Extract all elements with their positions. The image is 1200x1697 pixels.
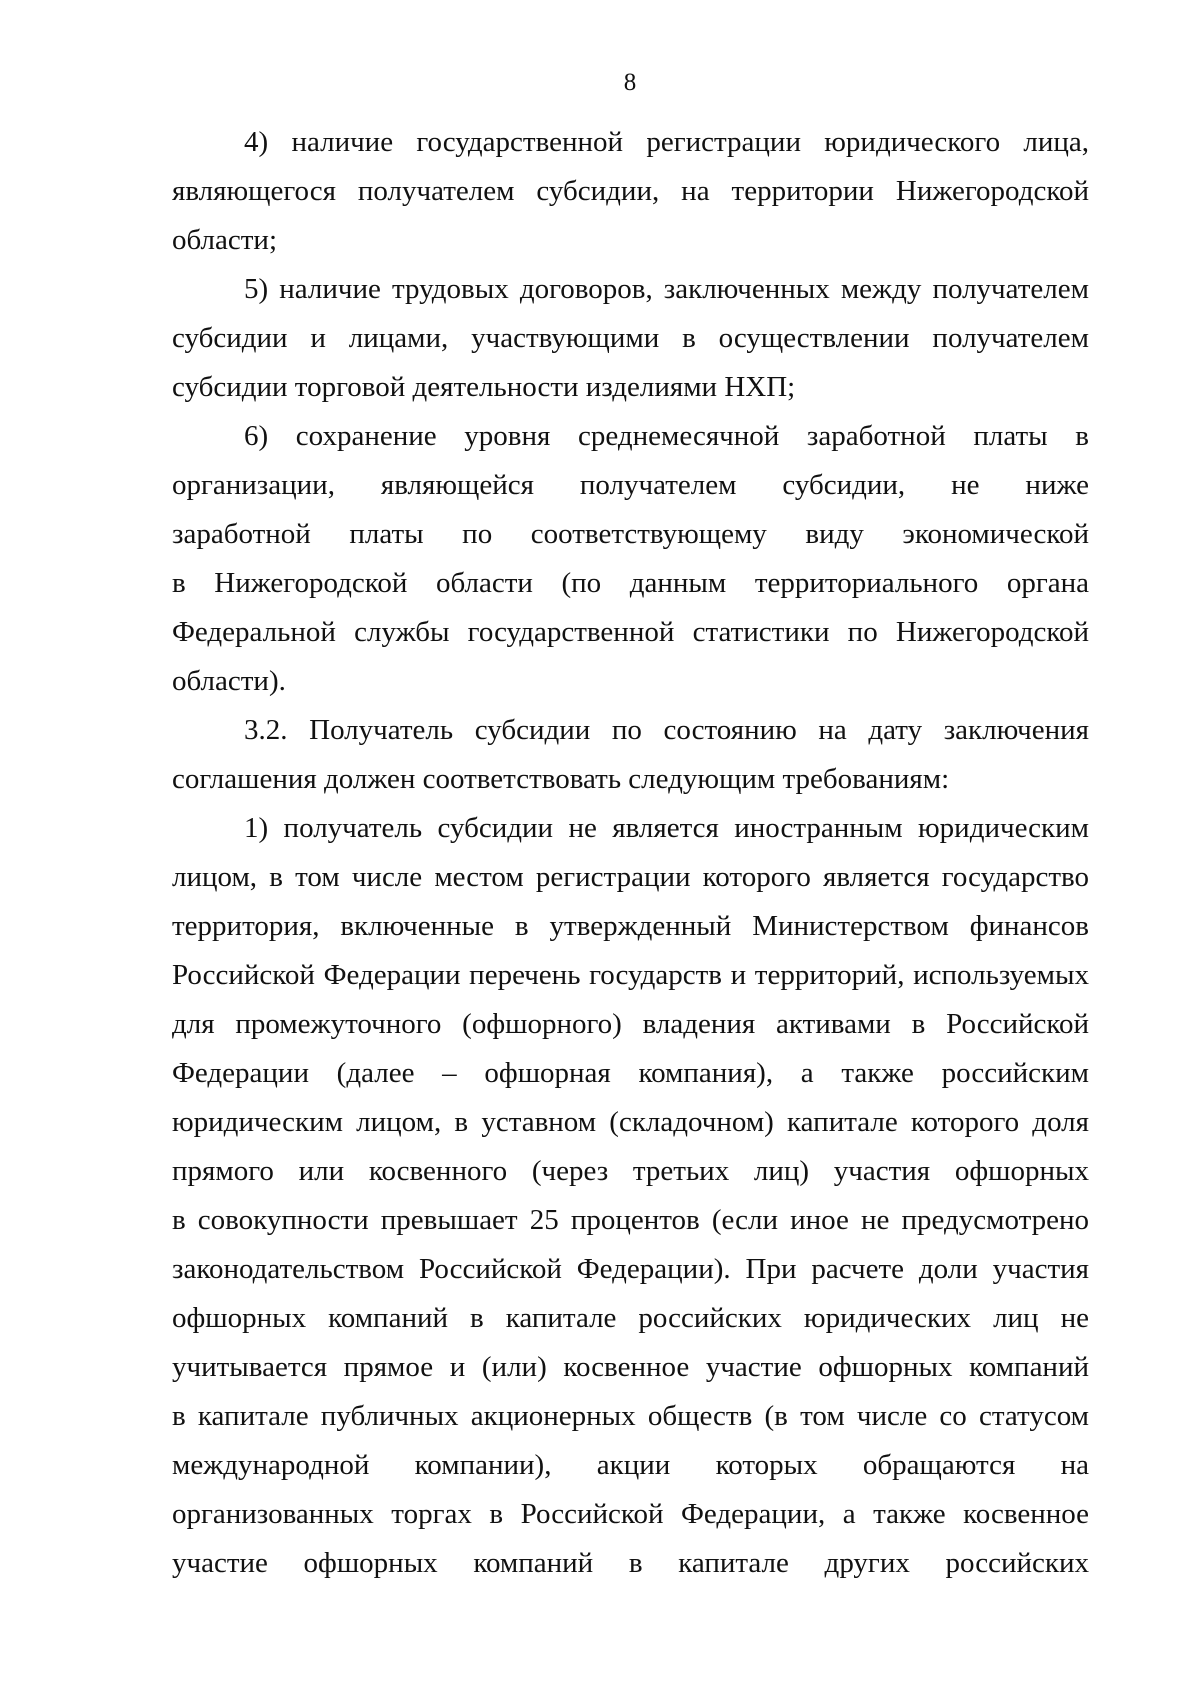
document-body [172, 118, 1089, 1588]
paragraph-section-3-2 [172, 706, 1089, 804]
paragraph-item-4 [172, 118, 1089, 265]
text-line: законодательством Российской Федерации). При расчете доли участия [172, 1253, 1089, 1285]
text-line: заработной платы по соответствующему виду экономической [172, 518, 1089, 550]
text-line: юридическим лицом, в уставном (складочном) капитале которого доля [172, 1106, 1089, 1138]
text-line: области). [172, 665, 286, 697]
text-line: 6) сохранение уровня среднемесячной заработной платы в [244, 420, 1089, 452]
text-line: субсидии торговой деятельности изделиями НХП; [172, 371, 796, 403]
text-line: являющегося получателем субсидии, на территории Нижегородской [172, 175, 1089, 207]
text-line: в капитале публичных акционерных обществ (в том числе со статусом [172, 1400, 1089, 1432]
text-line: организованных торгах в Российской Федерации, а также косвенное [172, 1498, 1089, 1530]
text-line: в Нижегородской области (по данным территориального органа [172, 567, 1089, 599]
text-line: Федеральной службы государственной статистики по Нижегородской [172, 616, 1089, 648]
text-line: 1) получатель субсидии не является иностранным юридическим [244, 812, 1089, 844]
text-line: 5) наличие трудовых договоров, заключенных между получателем [244, 273, 1089, 305]
text-line: прямого или косвенного (через третьих лиц) участия офшорных [172, 1155, 1089, 1187]
paragraph-item-6 [172, 412, 1089, 706]
paragraph-item-1 [172, 804, 1089, 1588]
text-line: учитывается прямое и (или) косвенное участие офшорных компаний [172, 1351, 1089, 1383]
text-line: субсидии и лицами, участвующими в осуществлении получателем [172, 322, 1089, 354]
text-line: международной компании), акции которых обращаются на [172, 1449, 1089, 1481]
text-line: организации, являющейся получателем субсидии, не ниже [172, 469, 1089, 501]
text-line: территория, включенные в утвержденный Министерством финансов [172, 910, 1089, 942]
text-line: Российской Федерации перечень государств и территорий, используемых [172, 959, 1089, 991]
paragraph-item-5 [172, 265, 1089, 412]
text-line: соглашения должен соответствовать следующим требованиям: [172, 763, 950, 795]
text-line: для промежуточного (офшорного) владения активами в Российской [172, 1008, 1089, 1040]
page-number: 8 [623, 69, 637, 96]
text-line: в совокупности превышает 25 процентов (если иное не предусмотрено [172, 1204, 1089, 1236]
text-line: участие офшорных компаний в капитале других российских [172, 1547, 1089, 1579]
text-line: 4) наличие государственной регистрации юридического лица, [244, 126, 1089, 158]
text-line: Федерации (далее – офшорная компания), а также российским [172, 1057, 1089, 1089]
text-line: лицом, в том числе местом регистрации которого является государство [172, 861, 1089, 893]
text-line: офшорных компаний в капитале российских юридических лиц не [172, 1302, 1089, 1334]
text-line: 3.2. Получатель субсидии по состоянию на дату заключения [244, 714, 1089, 746]
text-line: области; [172, 224, 277, 256]
